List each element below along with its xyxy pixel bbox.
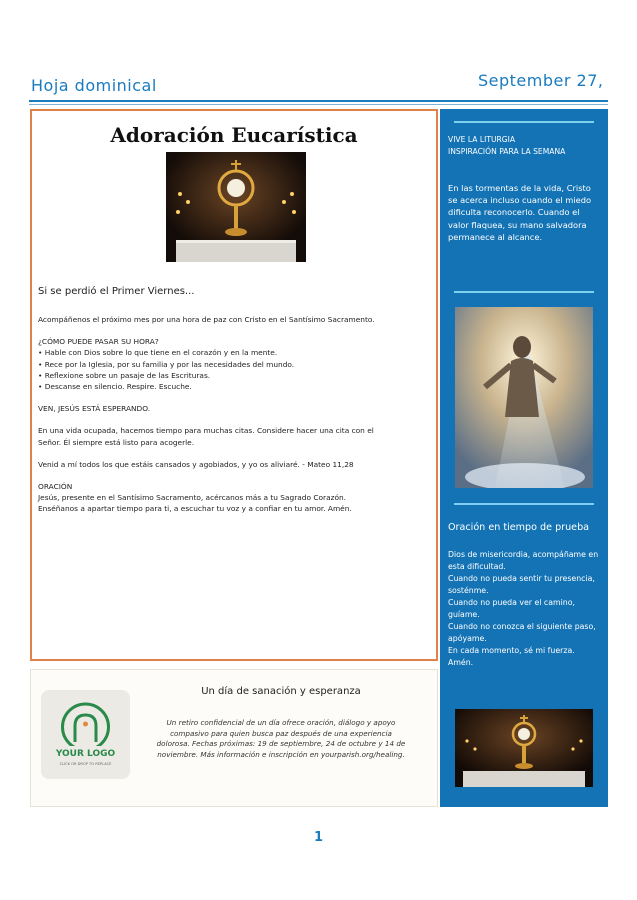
- sidebar-prayer-title: Oración en tiempo de prueba: [448, 522, 590, 533]
- how-item: • Reflexione sobre un pasaje de las Escrituras.: [38, 370, 211, 380]
- logo-hint: CLICK OR DROP TO REPLACE: [59, 762, 112, 766]
- bulletin-date: September 27,: [478, 71, 604, 90]
- prayer-line: Cuando no pueda sentir tu presencia, sosténme.: [448, 574, 595, 595]
- retreat-box: [30, 669, 438, 807]
- prayer-line: Dios de misericordia, acompáñame en esta dificultad.: [448, 550, 599, 571]
- body-paragraph: Acompáñenos el próximo mes por una hora de paz con Cristo en el Santísimo Sacramento.: [38, 315, 375, 324]
- bulletin-title: Hoja dominical: [31, 76, 157, 95]
- how-item: • Rece por la Iglesia, por su familia y por las necesidades del mundo.: [38, 359, 295, 369]
- sidebar-divider: [454, 121, 594, 123]
- header-rule: [29, 100, 608, 102]
- logo-text: YOUR LOGO: [55, 749, 116, 759]
- logo-placeholder[interactable]: [41, 690, 130, 779]
- prayer-heading: ORACIÓN: [38, 482, 73, 492]
- main-article: [30, 109, 438, 661]
- page-number: 1: [313, 830, 324, 845]
- monstrance-image: [455, 709, 593, 787]
- sidebar-divider: [454, 503, 594, 505]
- scripture-quote: Venid a mí todos los que estáis cansados y agobiados, y yo os aliviaré. - Mateo 11,28: [38, 459, 354, 469]
- how-item: • Descanse en silencio. Respire. Escuche.: [38, 382, 192, 392]
- how-item: • Hable con Dios sobre lo que tiene en el corazón y en la mente.: [38, 348, 278, 358]
- retreat-title: Un día de sanación y esperanza: [201, 686, 361, 697]
- invitation-line: VEN, JESÚS ESTÁ ESPERANDO.: [38, 404, 151, 414]
- article-body: [38, 314, 388, 515]
- how-heading: ¿CÓMO PUEDE PASAR SU HORA?: [38, 337, 159, 347]
- article-subtitle: Si se perdió el Primer Viernes...: [38, 286, 195, 297]
- retreat-text: Un retiro confidencial de un día ofrece oración, diálogo y apoyo compasivo para quien busca paz después de una experiencia dolorosa. Fechas próximas: 19 de septiembre, 24 de octubre y 14 de noviembre. Más información e inscripción en yourparish.org/healing.: [156, 718, 406, 759]
- logo-arch-icon: [41, 690, 130, 746]
- prayer-line: Cuando no pueda ver el camino, guíame.: [448, 598, 575, 619]
- jesus-light-image: [455, 307, 593, 488]
- prayer-text: Jesús, presente en el Santísimo Sacramento, acércanos más a tu Sagrado Corazón. Enséñanos a apartar tiempo para ti, a escuchar tu voz y a confiar en tu amor. Amén.: [38, 493, 352, 514]
- prayer-line: En cada momento, sé mi fuerza.: [448, 646, 575, 655]
- prayer-line: Amén.: [448, 658, 474, 667]
- sidebar-divider: [454, 291, 594, 293]
- sidebar-prayer: [448, 549, 602, 669]
- monstrance-image: [166, 152, 306, 262]
- article-title: Adoración Eucarística: [110, 123, 358, 147]
- sidebar: [440, 109, 608, 807]
- prayer-line: Cuando no conozca el siguiente paso, apóyame.: [448, 622, 596, 643]
- sidebar-reflection: En las tormentas de la vida, Cristo se acerca incluso cuando el miedo dificulta reconocerlo. Cuando el valor flaquea, su mano salvadora permanece al alcance.: [448, 183, 592, 242]
- header-rule-thin: [29, 104, 608, 105]
- sidebar-heading: VIVE LA LITURGIA INSPIRACIÓN PARA LA SEMANA: [448, 135, 566, 156]
- body-paragraph: En una vida ocupada, hacemos tiempo para muchas citas. Considere hacer una cita con el Señor. Él siempre está listo para acogerle.: [38, 426, 374, 447]
